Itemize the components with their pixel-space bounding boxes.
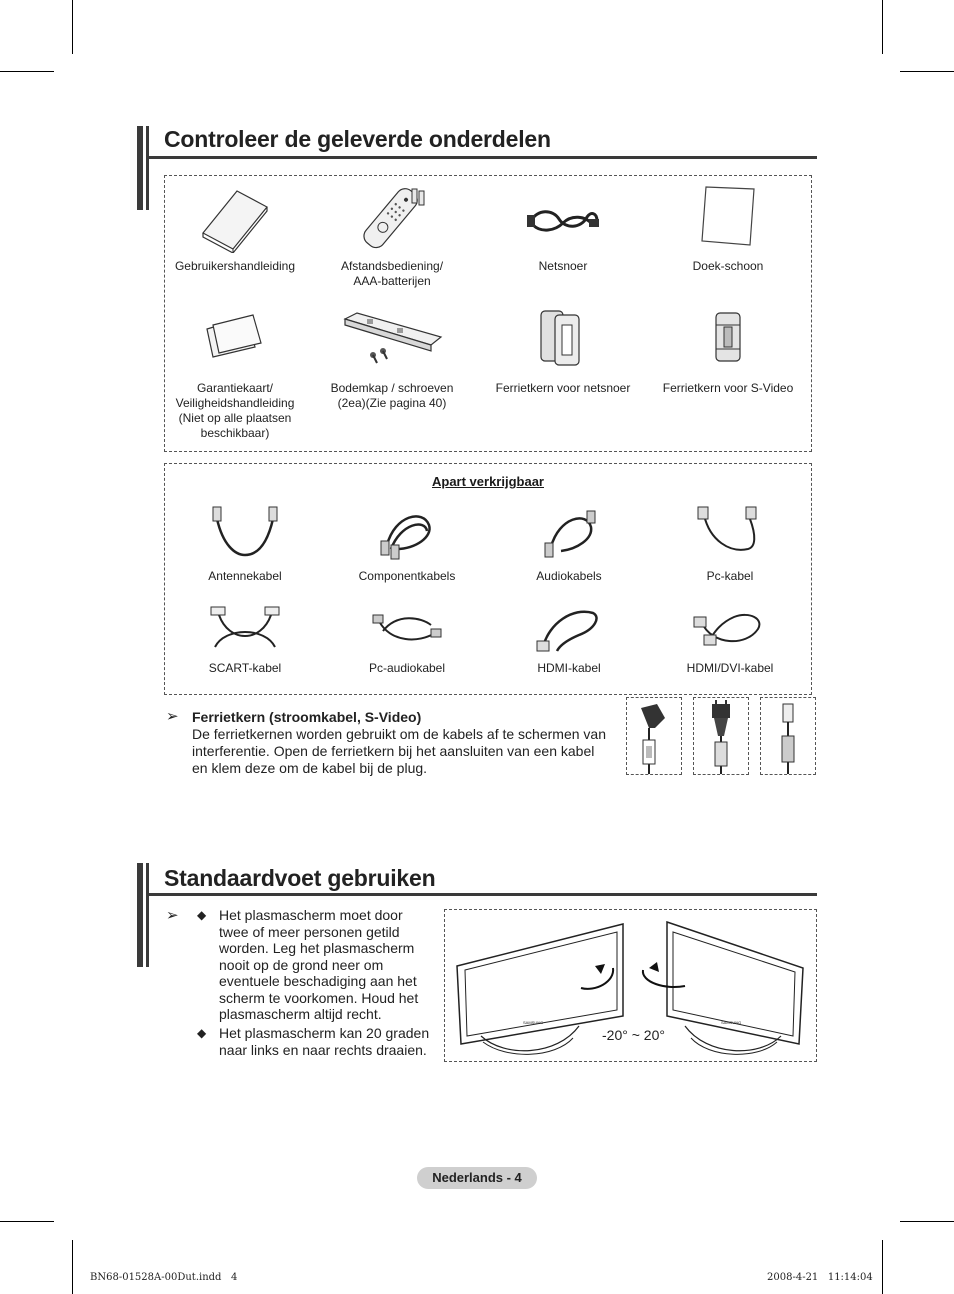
- optional-title: Apart verkrijgbaar: [432, 474, 544, 489]
- optional-item: [342, 603, 472, 676]
- item-label: Afstandsbediening/ AAA-batterijen: [340, 259, 444, 288]
- ferrite-illustration: [693, 697, 749, 775]
- parts-item: [663, 183, 793, 274]
- warranty-card-icon: [195, 305, 275, 375]
- item-label: Ferrietkern voor netsnoer: [495, 381, 631, 395]
- tv-rotation-illustration: [445, 910, 816, 1061]
- plug-ferrite-icon: [694, 698, 748, 774]
- ferrite-note-body: De ferrietkernen worden gebruikt om de kabels af te schermen van interferentie. Open de ferrietkern bij het aansluiten van een kabel en klem deze om de kabel bij de plug.: [192, 726, 606, 776]
- pc-audio-cable-icon: [367, 603, 447, 655]
- hdmi-cable-icon: [529, 603, 609, 655]
- crop-mark: [0, 71, 54, 72]
- stand-bullet: [197, 907, 433, 1023]
- parts-item: [170, 183, 300, 274]
- crop-mark: [882, 0, 883, 54]
- footer-datetime: 2008-4-21 11:14:04: [767, 1272, 873, 1283]
- item-label: Audiokabels: [536, 569, 602, 583]
- diamond-bullet-icon: ◆: [197, 908, 207, 922]
- component-cable-icon: [367, 505, 447, 563]
- ferrite-core-small-icon: [688, 305, 768, 375]
- pc-cable-icon: [690, 505, 770, 563]
- stand-bullet: [197, 1025, 433, 1058]
- item-label: HDMI/DVI-kabel: [686, 661, 774, 675]
- parts-item: [488, 305, 638, 396]
- item-label: Componentkabels: [358, 569, 456, 583]
- optional-item: [665, 505, 795, 584]
- optional-item: [342, 505, 472, 584]
- ferrite-illustration: [626, 697, 682, 775]
- parts-item: [327, 183, 457, 289]
- ferrite-illustration: [760, 697, 816, 775]
- ferrite-note-heading: Ferrietkern (stroomkabel, S-Video): [192, 709, 422, 725]
- item-label: Pc-audiokabel: [368, 661, 446, 675]
- crop-mark: [882, 1240, 883, 1294]
- bullet-text: Het plasmascherm moet door twee of meer personen getild worden. Leg het plasmascherm nooit op de grond neer om eventuele beschadiging aan het scherm te voorkomen. Houd het plasmascherm altijd recht.: [219, 907, 419, 1022]
- optional-item: [180, 603, 310, 676]
- parts-item: [327, 305, 457, 411]
- page-number-badge: Nederlands - 4: [417, 1167, 537, 1189]
- optional-item: [665, 603, 795, 676]
- tv-brand: SAMSUNG: [721, 1020, 742, 1025]
- crop-mark: [72, 0, 73, 54]
- hdmi-dvi-cable-icon: [690, 603, 770, 655]
- cover-bottom-icon: [337, 305, 447, 375]
- item-label: Bodemkap / schroeven (2ea)(Zie pagina 40): [330, 381, 454, 410]
- parts-item: [170, 305, 300, 441]
- item-label: HDMI-kabel: [537, 661, 601, 675]
- plug-ferrite-icon: [627, 698, 681, 774]
- item-label: SCART-kabel: [208, 661, 282, 675]
- item-label: Gebruikershandleiding: [174, 259, 296, 273]
- parts-item: [655, 305, 801, 396]
- parts-item: [498, 183, 628, 274]
- cleaning-cloth-icon: [688, 183, 768, 253]
- footer-file: BN68-01528A-00Dut.indd 4: [90, 1272, 238, 1283]
- antenna-cable-icon: [205, 505, 285, 563]
- scart-cable-icon: [205, 603, 285, 655]
- crop-mark: [900, 71, 954, 72]
- optional-item: [504, 505, 634, 584]
- svideo-ferrite-icon: [761, 698, 815, 774]
- crop-mark: [72, 1240, 73, 1294]
- manual-icon: [195, 183, 275, 253]
- optional-item: [180, 505, 310, 584]
- item-label: Ferrietkern voor S-Video: [662, 381, 794, 395]
- rotation-illustration-box: [444, 909, 817, 1062]
- remote-control-icon: [352, 183, 432, 253]
- ferrite-note: [192, 709, 612, 777]
- note-arrow-icon: ➢: [166, 907, 179, 924]
- bullet-text: Het plasmascherm kan 20 graden naar links en naar rechts draaien.: [219, 1025, 430, 1058]
- item-label: Garantiekaart/ Veiligheidshandleiding (Niet op alle plaatsen beschikbaar): [175, 381, 295, 440]
- audio-cable-icon: [529, 505, 609, 563]
- item-label: Antennekabel: [208, 569, 282, 583]
- rotation-label: -20° ~ 20°: [602, 1027, 665, 1043]
- crop-mark: [0, 1221, 54, 1222]
- section-title: Standaardvoet gebruiken: [164, 865, 436, 891]
- ferrite-core-icon: [523, 305, 603, 375]
- optional-item: [504, 603, 634, 676]
- crop-mark: [900, 1221, 954, 1222]
- diamond-bullet-icon: ◆: [197, 1026, 207, 1040]
- tv-brand: SAMSUNG: [523, 1020, 544, 1025]
- note-arrow-icon: ➢: [166, 708, 179, 725]
- item-label: Pc-kabel: [706, 569, 754, 583]
- section-title: Controleer de geleverde onderdelen: [164, 126, 551, 152]
- item-label: Doek-schoon: [692, 259, 764, 273]
- item-label: Netsnoer: [538, 259, 588, 273]
- power-cord-icon: [523, 183, 603, 253]
